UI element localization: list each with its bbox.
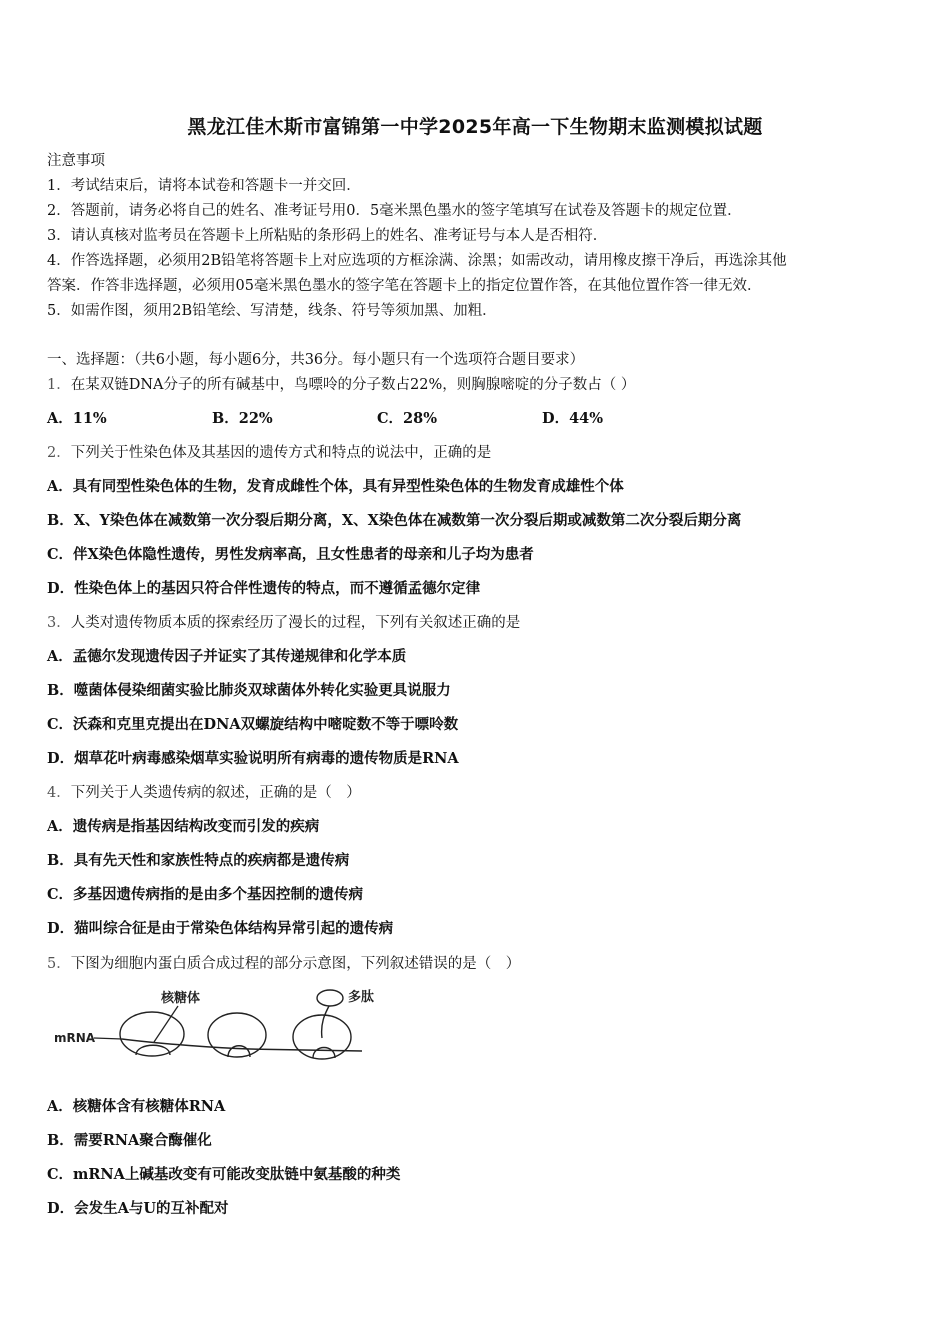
notice-item-1: 1．考试结束后，请将本试卷和答题卡一并交回．	[47, 178, 361, 194]
ribosome-3	[293, 990, 351, 1059]
question-2	[47, 443, 491, 463]
q2-option-d[interactable]: D．性染色体上的基因只符合伴性遗传的特点，而不遵循孟德尔定律	[47, 580, 481, 597]
ribosome-label: 核糖体	[161, 991, 201, 1006]
q2-option-b[interactable]: B．X、Y染色体在减数第一次分裂后期分离，X、X染色体在减数第一次分裂后期或减数第二次分裂后期分离	[47, 512, 742, 529]
q2-option-c[interactable]: C．伴X染色体隐性遗传，男性发病率高，且女性患者的母亲和儿子均为患者	[47, 546, 534, 563]
question-number: 2．	[47, 445, 71, 461]
question-stem: 人类对遗传物质本质的探索经历了漫长的过程，下列有关叙述正确的是	[70, 615, 521, 631]
question-stem: 在某双链DNA分子的所有碱基中，鸟嘌呤的分子数占22%，则胸腺嘧啶的分子数占（ ）	[70, 377, 636, 393]
mrna-label: mRNA	[54, 1031, 96, 1045]
section-heading: 一、选择题：（共6小题，每小题6分，共36分。每小题只有一个选项符合题目要求）	[47, 352, 585, 368]
question-3	[47, 613, 520, 633]
notice-heading: 注意事项	[47, 153, 105, 169]
question-stem: 下列关于人类遗传病的叙述，正确的是（ ）	[70, 785, 361, 801]
q4-option-c[interactable]: C．多基因遗传病指的是由多个基因控制的遗传病	[47, 886, 364, 903]
q3-option-c[interactable]: C．沃森和克里克提出在DNA双螺旋结构中嘧啶数不等于嘌呤数	[47, 716, 459, 733]
q4-option-b[interactable]: B．具有先天性和家族性特点的疾病都是遗传病	[47, 852, 350, 869]
question-number: 3．	[47, 615, 71, 631]
q5-option-b[interactable]: B．需要RNA聚合酶催化	[47, 1132, 212, 1149]
question-number: 5．	[47, 956, 71, 972]
question-1	[47, 375, 635, 395]
q4-option-d[interactable]: D．猫叫综合征是由于常染色体结构异常引起的遗传病	[47, 920, 394, 937]
ribosome-leader-line	[154, 1006, 178, 1042]
question-5	[47, 954, 520, 974]
notice-item-4-cont: 答案．作答非选择题，必须用05毫米黑色墨水的签字笔在答题卡上的指定位置作答，在其他位置作答一律无效．	[47, 278, 762, 294]
q1-option-c[interactable]: C．28%	[377, 410, 437, 427]
notice-item-3: 3．请认真核对监考员在答题卡上所粘贴的条形码上的姓名、准考证号与本人是否相符．	[47, 228, 608, 244]
q5-option-d[interactable]: D．会发生A与U的互补配对	[47, 1200, 229, 1217]
notice-item-5: 5．如需作图，须用2B铅笔绘、写清楚，线条、符号等须加黑、加粗．	[47, 303, 497, 319]
question-number: 1．	[47, 377, 71, 393]
peptide-label: 多肽	[348, 990, 375, 1005]
q1-option-b[interactable]: B．22%	[212, 410, 273, 427]
mrna-leader-line	[94, 1038, 122, 1039]
q1-option-d[interactable]: D．44%	[542, 410, 604, 427]
question-4	[47, 783, 361, 803]
question-stem: 下列关于性染色体及其基因的遗传方式和特点的说法中，正确的是	[70, 445, 492, 461]
q1-option-a[interactable]: A．11%	[47, 410, 107, 427]
q3-option-b[interactable]: B．噬菌体侵染细菌实验比肺炎双球菌体外转化实验更具说服力	[47, 682, 451, 699]
notice-item-2: 2．答题前，请务必将自己的姓名、准考证号用0．5毫米黑色墨水的签字笔填写在试卷及答题卡的规定位置．	[47, 203, 742, 219]
q2-option-a[interactable]: A．具有同型性染色体的生物，发育成雌性个体，具有异型性染色体的生物发育成雄性个体	[47, 478, 624, 495]
translation-diagram	[50, 982, 390, 1077]
question-number: 4．	[47, 785, 71, 801]
page-title: 黑龙江佳木斯市富锦第一中学2025年高一下生物期末监测模拟试题	[187, 116, 763, 138]
q3-option-a[interactable]: A．孟德尔发现遗传因子并证实了其传递规律和化学本质	[47, 648, 407, 665]
notice-item-4: 4．作答选择题，必须用2B铅笔将答题卡上对应选项的方框涂满、涂黑；如需改动，请用橡皮擦干净后，再选涂其他	[47, 253, 787, 269]
q4-option-a[interactable]: A．遗传病是指基因结构改变而引发的疾病	[47, 818, 320, 835]
question-stem: 下图为细胞内蛋白质合成过程的部分示意图，下列叙述错误的是（ ）	[70, 956, 521, 972]
q3-option-d[interactable]: D．烟草花叶病毒感染烟草实验说明所有病毒的遗传物质是RNA	[47, 750, 459, 767]
q5-option-a[interactable]: A．核糖体含有核糖体RNA	[47, 1098, 226, 1115]
ribosome-2	[208, 1013, 266, 1057]
ribosome-1	[120, 1012, 184, 1056]
q5-option-c[interactable]: C．mRNA上碱基改变有可能改变肽链中氨基酸的种类	[47, 1166, 401, 1183]
